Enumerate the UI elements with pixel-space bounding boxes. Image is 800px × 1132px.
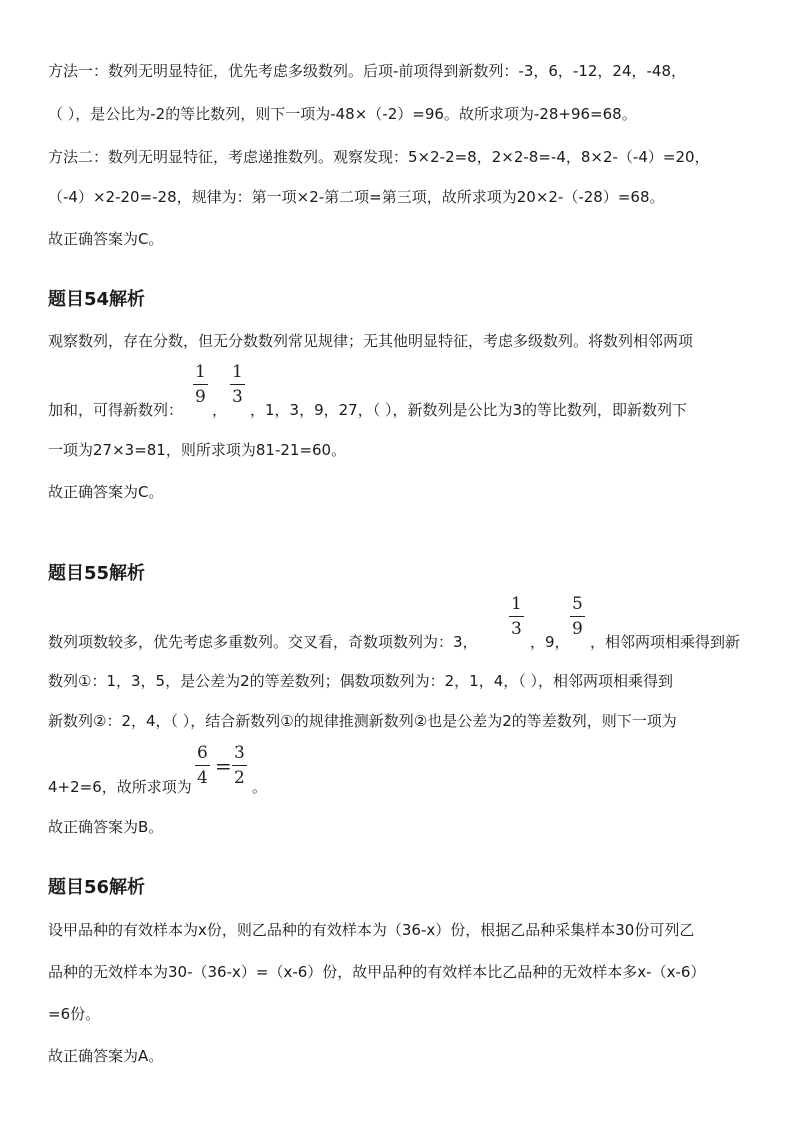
q54-fraction-1: 1 9: [195, 362, 206, 407]
q55-line-4b: 。: [252, 778, 268, 796]
q55-heading: 题目55解析: [48, 563, 146, 584]
q56-answer: 故正确答案为A。: [48, 1047, 164, 1065]
q54-line-2c: ，1，3，9，27，（ ），新数列是公比为3的等比数列，即新数列下: [250, 401, 688, 419]
q55-line-1a: 数列项数较多，优先考虑多重数列。交叉看，奇数项数列为：3，: [48, 633, 478, 651]
q55-equals-sign: =: [215, 754, 232, 778]
q55-line-1b: ，9，: [530, 633, 570, 651]
q54-answer: 故正确答案为C。: [48, 483, 164, 501]
q56-line-3: =6份。: [48, 1005, 101, 1023]
q55-line-1c: ，相邻两项相乘得到新: [590, 633, 741, 651]
q55-fraction-1: 1 3: [511, 594, 522, 639]
q54-fraction-2: 1 3: [232, 362, 243, 407]
q54-line-1: 观察数列，存在分数，但无分数数列常见规律；无其他明显特征，考虑多级数列。将数列相邻两项: [48, 332, 694, 350]
q56-line-1: 设甲品种的有效样本为x份，则乙品种的有效样本为（36-x）份，根据乙品种采集样本30份可列乙: [48, 921, 695, 939]
method-one-line-1: 方法一：数列无明显特征，优先考虑多级数列。后项-前项得到新数列：-3，6，-12，24，-48，: [48, 62, 687, 80]
q55-fraction-4: 3 2: [234, 743, 245, 788]
q54-line-2b: ，: [212, 401, 228, 419]
q56-line-2: 品种的无效样本为30-（36-x）=（x-6）份，故甲品种的有效样本比乙品种的无效样本多x-（x-6）: [48, 963, 706, 981]
answer-line: 故正确答案为C。: [48, 230, 164, 248]
q55-fraction-3: 6 4: [197, 743, 208, 788]
q54-heading: 题目54解析: [48, 289, 146, 310]
q54-line-3: 一项为27×3=81，则所求项为81-21=60。: [48, 441, 347, 459]
method-one-line-2: （ ），是公比为-2的等比数列，则下一项为-48×（-2）=96。故所求项为-28+96=68。: [48, 105, 637, 123]
q55-fraction-2: 5 9: [572, 594, 583, 639]
q56-heading: 题目56解析: [48, 877, 146, 898]
q54-line-2a: 加和，可得新数列：: [48, 401, 184, 419]
q55-line-4a: 4+2=6，故所求项为: [48, 778, 192, 796]
q55-line-2: 数列①：1，3，5，是公差为2的等差数列；偶数项数列为：2，1，4，（ ），相邻两项相乘得到: [48, 672, 674, 690]
q55-line-3: 新数列②：2，4，（ ），结合新数列①的规律推测新数列②也是公差为2的等差数列，则下一项为: [48, 712, 677, 730]
method-two-line-1: 方法二：数列无明显特征，考虑递推数列。观察发现：5×2-2=8，2×2-8=-4，8×2-（-4）=20，: [48, 148, 710, 166]
q55-answer: 故正确答案为B。: [48, 818, 164, 836]
method-two-line-2: （-4）×2-20=-28，规律为：第一项×2-第二项=第三项，故所求项为20×2-（-28）=68。: [48, 188, 665, 206]
